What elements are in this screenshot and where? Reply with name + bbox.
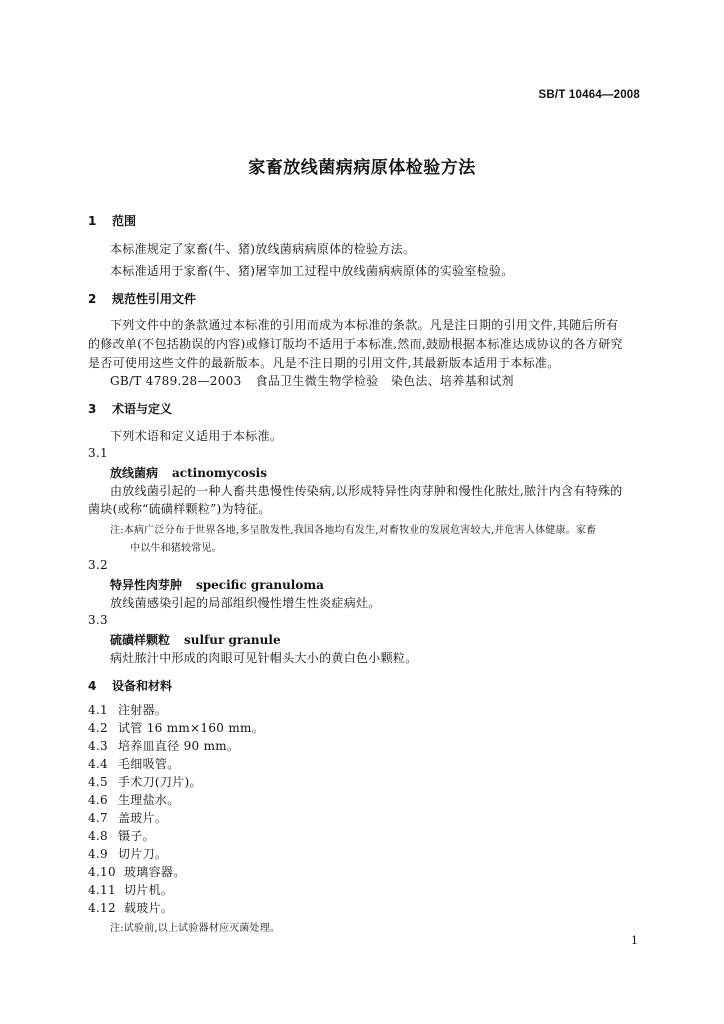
item-text: 盖玻片。	[118, 811, 168, 825]
section-3-intro: 下列术语和定义适用于本标准。	[110, 429, 283, 443]
document-title: 家畜放线菌病病原体检验方法	[248, 158, 476, 178]
term-3-2-definition: 放线菌感染引起的局部组织慢性增生性炎症病灶。	[110, 596, 381, 610]
list-item	[88, 863, 186, 880]
item-text: 切片刀。	[118, 847, 168, 861]
list-item	[88, 845, 167, 862]
section-number: 3	[88, 402, 97, 416]
term-3-1-definition-line-2: 菌块(或称“硫磺样颗粒”)为特征。	[88, 502, 271, 516]
term-english: specific granuloma	[196, 578, 324, 592]
section-2-line-2: 的修改单(不包括勘误的内容)或修订版均不适用于本标准,然而,鼓励根据本标准达成协议的各方研究	[88, 337, 623, 351]
section-title: 术语与定义	[112, 402, 173, 416]
term-chinese: 特异性肉芽肿	[110, 578, 183, 592]
item-text: 注射器。	[118, 703, 168, 717]
item-text: 生理盐水。	[118, 793, 180, 807]
item-text: 手术刀(刀片)。	[118, 775, 202, 789]
item-number: 4.6	[88, 793, 108, 807]
item-number: 4.2	[88, 721, 108, 735]
section-title: 设备和材料	[112, 679, 173, 693]
item-text: 毛细吸管。	[118, 757, 180, 771]
term-english: sulfur granule	[184, 633, 281, 647]
section-number: 1	[88, 214, 97, 228]
item-number: 4.1	[88, 703, 108, 717]
term-3-1-definition-line-1: 由放线菌引起的一种人畜共患慢性传染病,以形成特异性肉芽肿和慢性化脓灶,脓汁内含有特殊的	[110, 484, 623, 498]
item-number: 4.11	[88, 883, 116, 897]
list-item	[88, 881, 173, 898]
term-3-3-definition: 病灶脓汁中形成的肉眼可见针帽头大小的黄白色小颗粒。	[110, 651, 418, 665]
term-3-1-number: 3.1	[88, 446, 108, 460]
list-item	[88, 719, 264, 736]
item-text: 载玻片。	[124, 901, 174, 915]
list-item	[88, 791, 180, 808]
section-4-note: 注:试验前,以上试验器材应灭菌处理。	[110, 923, 281, 934]
term-chinese: 硫磺样颗粒	[110, 633, 171, 647]
section-4-heading	[88, 677, 172, 694]
list-item	[88, 701, 167, 718]
section-2-heading	[88, 290, 196, 307]
section-2-line-1: 下列文件中的条款通过本标准的引用而成为本标准的条款。凡是注日期的引用文件,其随后所有	[110, 318, 619, 332]
section-1-heading	[88, 212, 136, 229]
list-item	[88, 899, 173, 916]
term-3-3-heading	[110, 631, 281, 648]
section-1-paragraph-1: 本标准规定了家畜(牛、猪)放线菌病病原体的检验方法。	[110, 242, 416, 256]
section-3-heading	[88, 400, 172, 417]
item-number: 4.8	[88, 829, 108, 843]
list-item	[88, 809, 167, 826]
page-number: 1	[631, 934, 638, 947]
term-3-1-note-line-1: 注:本病广泛分布于世界各地,多呈散发性,我国各地均有发生,对畜牧业的发展危害较大,并危害人体健康。家畜	[110, 525, 597, 536]
normative-reference	[110, 372, 514, 389]
item-text: 玻璃容器。	[124, 865, 186, 879]
list-item	[88, 827, 155, 844]
item-text: 试管 16 mm×160 mm。	[118, 721, 264, 735]
term-3-2-heading	[110, 576, 324, 593]
term-3-2-number: 3.2	[88, 558, 108, 572]
item-number: 4.4	[88, 757, 108, 771]
list-item	[88, 773, 202, 790]
item-number: 4.7	[88, 811, 108, 825]
list-item	[88, 737, 239, 754]
term-3-3-number: 3.3	[88, 613, 108, 627]
section-number: 2	[88, 292, 97, 306]
term-chinese: 放线菌病	[110, 466, 159, 480]
section-title: 范围	[112, 214, 137, 228]
list-item	[88, 755, 180, 772]
section-number: 4	[88, 679, 97, 693]
item-text: 镊子。	[118, 829, 155, 843]
term-3-1-note-line-2: 中以牛和猪较常见。	[130, 543, 222, 554]
reference-code: GB/T 4789.28—2003	[110, 374, 242, 388]
term-3-1-heading	[110, 464, 267, 481]
item-number: 4.12	[88, 901, 116, 915]
term-english: actinomycosis	[172, 466, 267, 480]
section-2-line-3: 是否可使用这些文件的最新版本。凡是不注日期的引用文件,其最新版本适用于本标准。	[88, 356, 560, 370]
item-number: 4.10	[88, 865, 116, 879]
reference-title: 食品卫生微生物学检验 染色法、培养基和试剂	[255, 374, 514, 388]
item-number: 4.9	[88, 847, 108, 861]
item-number: 4.3	[88, 739, 108, 753]
item-text: 切片机。	[124, 883, 174, 897]
section-title: 规范性引用文件	[112, 292, 197, 306]
section-1-paragraph-2: 本标准适用于家畜(牛、猪)屠宰加工过程中放线菌病病原体的实验室检验。	[110, 264, 514, 278]
item-text: 培养皿直径 90 mm。	[118, 739, 240, 753]
standard-code: SB/T 10464—2008	[538, 89, 640, 101]
item-number: 4.5	[88, 775, 108, 789]
